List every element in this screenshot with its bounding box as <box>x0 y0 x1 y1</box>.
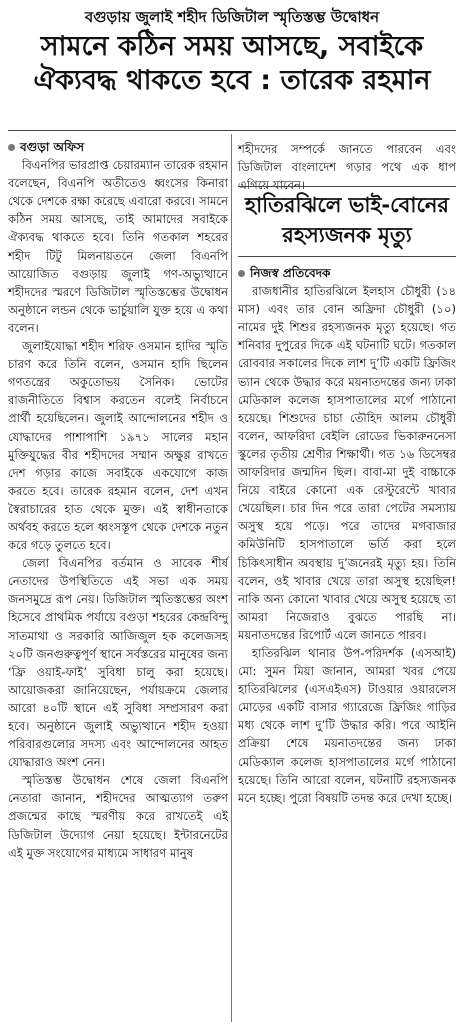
story2-body <box>238 264 456 807</box>
story1-paragraph: বিএনপির ভারপ্রাপ্ত চেয়ারম্যান তারেক রহমান বলেছেন, বিএনপি অতীতেও ধ্বংসের কিনারা থেকে দেশকে রক্ষা করেছে এবারো করবে। সামনে কঠিন সময় আসছে, তাই আমাদের সবাইকে ঐক্যবদ্ধ থাকতে হবে। তিনি গতকাল শহরের শহীদ টিটু মিলনায়তনে জেলা বিএনপি আয়োজিত বগুড়ায় জুলাই গণ-অভ্যুত্থানে শহীদদের স্মরণে ডিজিটাল স্মৃতিস্তম্ভের উদ্বোধন অনুষ্ঠানে লন্ডন থেকে ভার্চুয়ালি যুক্ত হয়ে এ কথা বলেন। <box>8 158 228 335</box>
story2-paragraph: হাতিরঝিল থানার উপ-পরিদর্শক (এসআই) মো: সুমন মিয়া জানান, আমরা খবর পেয়ে হাতিরঝিলের (এসএইএস) টাওয়ার ওয়ারলেস মোড়ের একটি বাসার গ্যারেজে ফ্রিজিং গাড়ির মধ্য থেকে লাশ দু’টি উদ্ধার করি। পরে আইনি প্রক্রিয়া শেষে ময়নাতদন্তের জন্য ঢাকা মেডিক্যাল কলেজ হাসপাতালের মর্গে পাঠানো হয়েছে। তিনি আরো বলেন, ঘটনাটি রহস্যজনক মনে হচ্ছে। পুরো বিষয়টি তদন্ত করে দেখা হচ্ছে। <box>238 645 456 805</box>
story1-headline-line1: সামনে কঠিন সময় আসছে, সবাইকে <box>40 31 424 62</box>
byline-bullet-icon <box>8 144 15 151</box>
column-divider <box>231 134 232 1022</box>
story1-byline <box>8 138 228 156</box>
headline-rule <box>8 130 456 131</box>
story1-paragraph: জেলা বিএনপির বর্তমান ও সাবেক শীর্ষ নেতাদের উপস্থিতিতে এই সভা এক সময় জনসমুদ্রে রূপ নেয়। ডিজিটাল স্মৃতিস্তম্ভের অংশ হিসেবে প্রাথমিক পর্যায়ে বগুড়া শহরের কেন্দ্রবিন্দু সাতমাথা ও সরকারি আজিজুল হক কলেজসহ ২০টি জনগুরুত্বপূর্ণ স্থানে সর্বস্তরের মানুষের জন্য ‘ফ্রি ওয়াই-ফাই’ সুবিধা চালু করা হয়েছে। আয়োজকরা জানিয়েছেন, পর্যায়ক্রমে জেলার আরো ৪০টি স্থানে এই সুবিধা সম্প্রসারণ করা হবে। অনুষ্ঠানে জুলাই অভ্যুত্থানে শহীদ হওয়া পরিবারগুলোর সদস্য এবং আন্দোলনের আহত যোদ্ধারাও অংশ নেন। <box>8 556 229 770</box>
story2-top-rule <box>238 186 456 187</box>
story1-paragraph: স্মৃতিস্তম্ভ উদ্বোধন শেষে জেলা বিএনপি নেতারা জানান, শহীদদের আত্মত্যাগ তরুণ প্রজন্মের কাছে স্মরণীয় করে রাখতেই এই ডিজিটাল উদ্যোগ নেয়া হয়েছে। ইন্টারনেটের এই মুক্ত সংযোগের মাধ্যমে সাধারণ মানুষ <box>8 773 228 860</box>
story2-paragraph: রাজধানীর হাতিরঝিলে ইলহাস চৌধুরী (১৪ মাস) এবং তার বোন অফ্রিদা চৌধুরী (১০) নামের দুই শিশুর রহস্যজনক মৃত্যু হয়েছে। গত শনিবার দুপুরের দিকে এই ঘটনাটি ঘটে। গতকাল রোববার সকালের দিকে লাশ দু’টি একটি ফ্রিজিং ভ্যান থেকে উদ্ধার করে ময়নাতদন্তের জন্য ঢাকা মেডিকাল কলেজ হাসপাতালের মর্গে পাঠানো হয়েছে। শিশুদের চাচা তৌহিদ আলম চৌধুরী বলেন, আফরিদা বেইলি রোডের ভিকারুননেসা স্কুলের তৃতীয় শ্রেণীর শিক্ষার্থী। গত ১৬ ডিসেম্বর আফরিদার জন্মদিন ছিল। বাবা-মা দুই বাচ্চাকে নিয়ে বাইরে কোনো এক রেস্টুরেন্টে খাবার খেয়েছিল। চার দিন পরে তারা পেটের সমস্যায় অসুস্থ হয়ে পড়ে। পরে তাদের মগবাজার কমিউনিটি হাসপাতালে ভর্তি করা হলে চিকিৎসাধীন অবস্থায় দু’জনেরই মৃত্যু হয়। তিনি বলেন, ওই খাবার খেয়ে তারা অসুস্থ হয়েছিল! নাকি অন্য কোনো খাবার খেয়ে অসুস্থ হয়েছে তা আমরা নিজেরাও বুঝতে পারছি না। ময়নাতদন্তের রিপোর্ট এলে জানতে পারব। <box>238 284 456 642</box>
byline-bullet-icon <box>238 270 245 277</box>
story2-headline-line2: রহস্যজনক মৃত্যু <box>282 223 412 247</box>
story1-continuation-text: শহীদদের সম্পর্কে জানতে পারবেন এবং ডিজিটাল বাংলাদেশ গড়ার পথে এক ধাপ <box>238 142 456 175</box>
story1-byline-text: বগুড়া অফিস <box>20 140 85 154</box>
story2-headline-rule <box>238 256 456 257</box>
story2-headline-line1: হাতিরঝিলে ভাই-বোনের <box>245 193 449 217</box>
story1-paragraph: জুলাইযোদ্ধা শহীদ শরিফ ওসমান হাদির স্মৃতি চারণ করে তিনি বলেন, ওসমান হাদি ছিলেন গণতন্ত্রের অকুতোভয় সৈনিক। ভোটের রাজনীতিতে বিশ্বাস করতেন বলেই নির্বাচনে প্রার্থী হয়েছিলেন। জুলাই আন্দোলনের শহীদ ও যোদ্ধাদের পাশাপাশি ১৯৭১ সালের মহান মুক্তিযুদ্ধের বীর শহীদদের সম্মান অক্ষুণ্ণ রাখতে দেশ গড়ার কাজে সবাইকে একযোগে কাজ করতে হবে। তারেক রহমান বলেন, দেশ এখন স্বৈরাচারের হাত থেকে মুক্ত। এই স্বাধীনতাকে অর্থবহ করতে হলে ধ্বংসস্তূপ থেকে দেশকে নতুন করে গড়ে তুলতে হবে। <box>8 339 228 553</box>
story2-byline-text: নিজস্ব প্রতিবেদক <box>250 266 331 280</box>
story1-headline-line2: ঐক্যবদ্ধ থাকতে হবে : তারেক রহমান <box>33 65 431 96</box>
story2-byline <box>238 264 456 282</box>
story2-headline <box>238 190 456 250</box>
story1-body <box>8 138 228 862</box>
story1-headline <box>0 30 464 98</box>
story1-kicker: বগুড়ায় জুলাই শহীদ ডিজিটাল স্মৃতিস্তম্ভ উদ্বোধন <box>84 8 380 26</box>
